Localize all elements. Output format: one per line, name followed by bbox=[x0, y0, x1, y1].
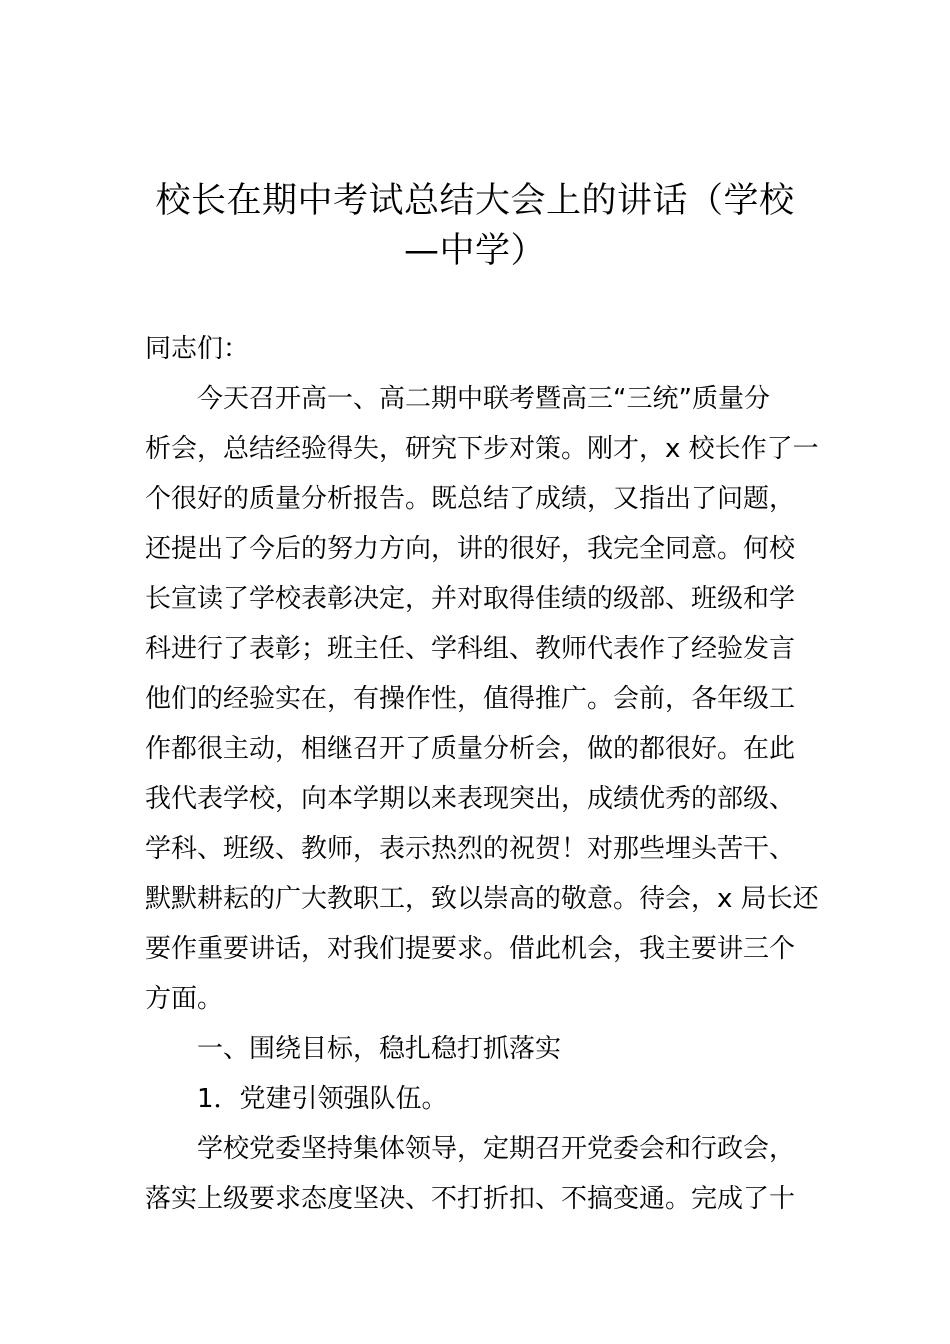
paragraph-line: 学校党委坚持集体领导，定期召开党委会和行政会， bbox=[197, 1134, 796, 1164]
paragraph-line: 要作重要讲话，对我们提要求。借此机会，我主要讲三个 bbox=[145, 934, 796, 964]
paragraph-line: 还提出了今后的努力方向，讲的很好，我完全同意。何校 bbox=[145, 534, 796, 564]
paragraph-line: 长宣读了学校表彰决定，并对取得佳绩的级部、班级和学 bbox=[145, 584, 796, 614]
paragraph-line: 学科、班级、教师，表示热烈的祝贺！对那些埋头苦干、 bbox=[145, 834, 796, 864]
subsection-heading: 1．党建引领强队伍。 bbox=[197, 1084, 448, 1114]
paragraph-line: 落实上级要求态度坚决、不打折扣、不搞变通。完成了十 bbox=[145, 1184, 796, 1214]
title-line-2: —中学） bbox=[403, 231, 546, 271]
paragraph-line: 析会，总结经验得失，研究下步对策。刚才，x 校长作了一 bbox=[145, 434, 819, 464]
paragraph-line: 今天召开高一、高二期中联考暨高三“三统”质量分 bbox=[197, 384, 770, 414]
salutation: 同志们： bbox=[145, 334, 250, 364]
paragraph-line: 方面。 bbox=[145, 984, 224, 1014]
paragraph-line: 他们的经验实在，有操作性，值得推广。会前，各年级工 bbox=[145, 684, 796, 714]
section-heading: 一、围绕目标，稳扎稳打抓落实 bbox=[197, 1034, 562, 1064]
title-line-1: 校长在期中考试总结大会上的讲话（学校 bbox=[155, 181, 795, 221]
paragraph-line: 作都很主动，相继召开了质量分析会，做的都很好。在此 bbox=[145, 734, 796, 764]
document-body bbox=[145, 324, 819, 1224]
paragraph-line: 我代表学校，向本学期以来表现突出，成绩优秀的部级、 bbox=[145, 784, 796, 814]
document-title bbox=[145, 176, 805, 276]
paragraph-line: 科进行了表彰；班主任、学科组、教师代表作了经验发言 bbox=[145, 634, 796, 664]
paragraph-line: 个很好的质量分析报告。既总结了成绩，又指出了问题， bbox=[145, 484, 796, 514]
paragraph-line: 默默耕耘的广大教职工，致以崇高的敬意。待会，x 局长还 bbox=[145, 884, 819, 914]
